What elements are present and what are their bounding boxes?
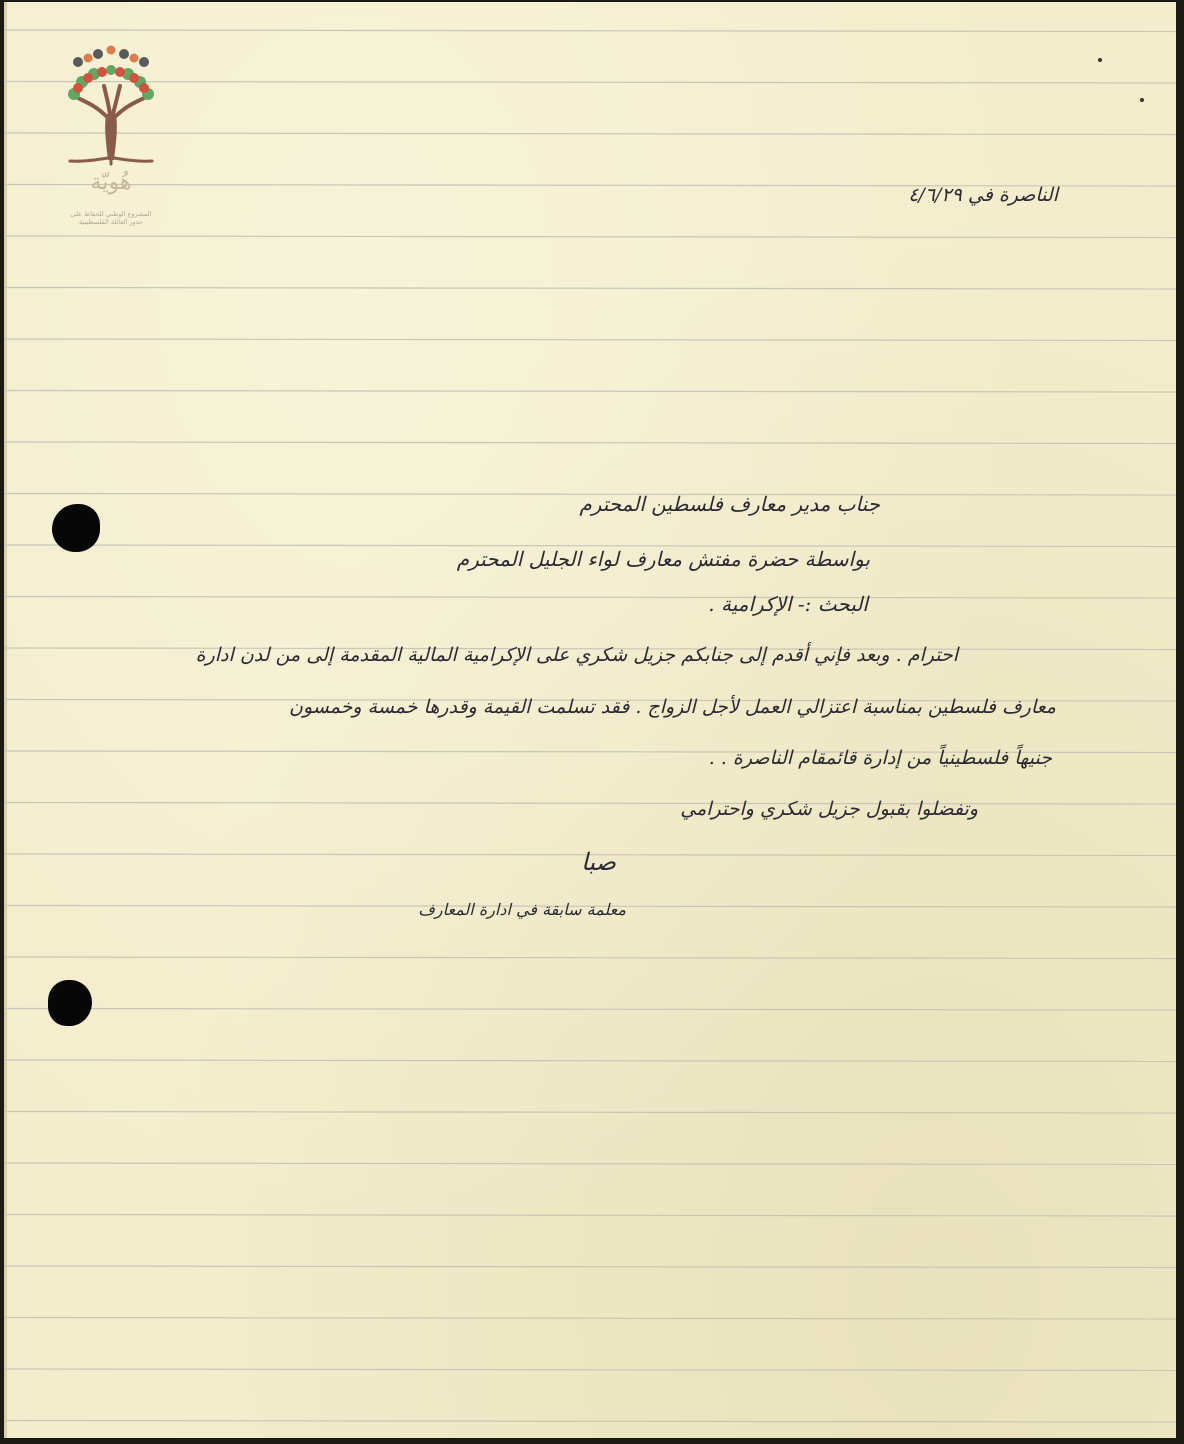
ruled-line (4, 1060, 1176, 1062)
ruled-line (4, 82, 1176, 84)
ink-speck (1098, 58, 1102, 62)
date-line: الناصرة في ٤/٦/٢٩ (908, 184, 1058, 206)
signer-title: معلمة سابقة في ادارة المعارف (418, 900, 626, 919)
ruled-line (4, 803, 1176, 805)
ruled-line (4, 1421, 1176, 1423)
family-tree-icon (56, 42, 166, 167)
ruled-line (4, 957, 1176, 959)
logo-name: هُويّة (90, 170, 132, 195)
signature: صبا (581, 848, 616, 876)
ruled-line (4, 1112, 1176, 1114)
hawiya-logo (56, 42, 166, 232)
logo-tagline-2: جذور العائلة الفلسطينية (79, 218, 143, 226)
body-line-2: معارف فلسطين بمناسبة اعتزالي العمل لأجل الزواج . فقد تسلمت القيمة وقدرها خمسة وخمسون (288, 696, 1056, 718)
ink-speck (1140, 98, 1144, 102)
ruled-line (4, 442, 1176, 444)
recipient-line-1: جناب مدير معارف فلسطين المحترم (579, 492, 880, 516)
subject-line: البحث :- الإكرامية . (708, 592, 868, 616)
ruled-line (4, 1318, 1176, 1320)
body-line-3: جنيهاً فلسطينياً من إدارة قائمقام الناصرة . . (708, 747, 1052, 769)
body-line-1: احترام . وبعد فإني أقدم إلى جنابكم جزيل شكري على الإكرامية المالية المقدمة إلى من لدن ادارة (195, 644, 958, 666)
ruled-line (4, 1369, 1176, 1371)
ruled-line (4, 1163, 1176, 1165)
ruled-line (4, 30, 1176, 32)
ruled-line (4, 236, 1176, 238)
letter-page (4, 2, 1176, 1438)
closing-line: وتفضلوا بقبول جزيل شكري واحترامي (680, 798, 978, 820)
logo-tagline-1: المشروع الوطني للحفاظ على (70, 210, 152, 218)
ruled-line (4, 339, 1176, 341)
ruled-line (4, 288, 1176, 290)
ruled-line (4, 1009, 1176, 1011)
ruled-line (4, 391, 1176, 393)
punch-hole-top (52, 504, 100, 552)
ruled-line (4, 133, 1176, 135)
recipient-line-2: بواسطة حضرة مفتش معارف لواء الجليل المحترم (456, 547, 870, 571)
ruled-line (4, 597, 1176, 599)
ruled-lines (4, 2, 1176, 1438)
ruled-line (4, 1266, 1176, 1268)
ruled-line (4, 1215, 1176, 1217)
